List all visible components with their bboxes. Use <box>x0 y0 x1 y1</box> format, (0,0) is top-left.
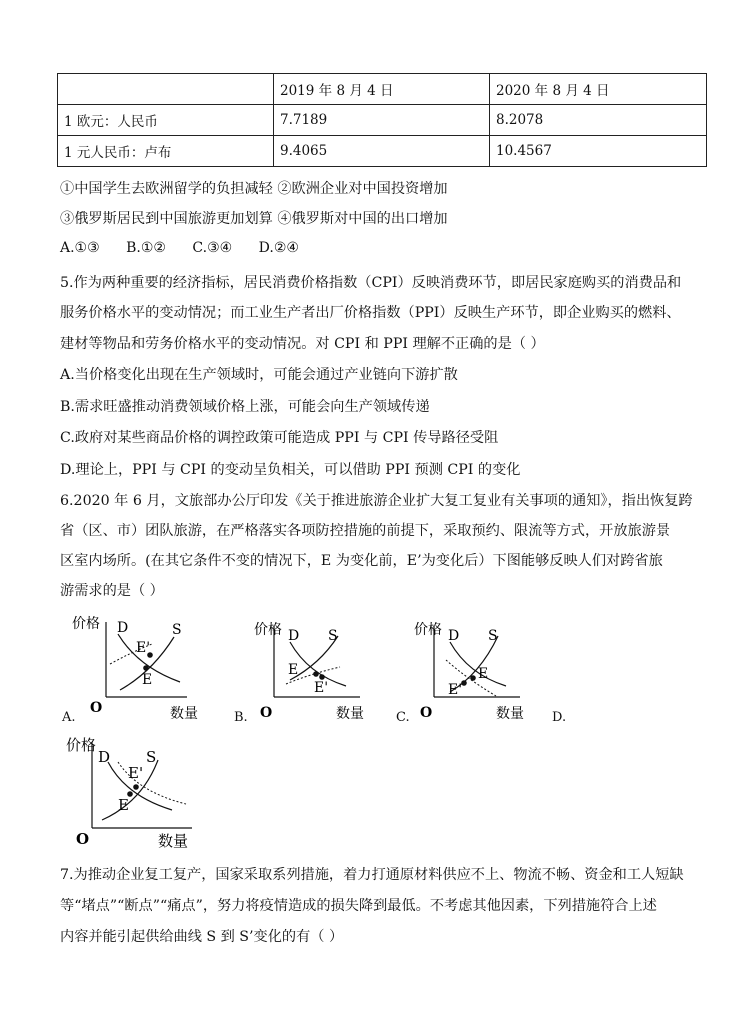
s-label: S <box>172 622 182 638</box>
table-cell: 9.4065 <box>274 136 490 167</box>
origin-label: O <box>76 830 90 848</box>
q4-statements-1: ①中国学生去欧洲留学的负担减轻 ②欧洲企业对中国投资增加 <box>60 181 448 197</box>
table-cell: 10.4567 <box>490 136 707 167</box>
s-label: S <box>146 748 157 766</box>
option-d[interactable]: D.②④ <box>258 240 299 256</box>
d-label: D <box>98 748 111 766</box>
e-label: E <box>288 662 299 678</box>
quantity-axis-label: 数量 <box>170 706 198 722</box>
table-row <box>58 136 707 167</box>
d-label: D <box>288 628 300 644</box>
table-header-row <box>58 74 707 105</box>
graph-a <box>62 612 198 722</box>
table-cell: 7.7189 <box>274 105 490 136</box>
e-label: E <box>478 666 489 682</box>
table-cell: 2019 年 8 月 4 日 <box>274 74 490 105</box>
q6-stem-line: 游需求的是（ ） <box>60 583 164 599</box>
quantity-axis-label: 数量 <box>158 832 189 850</box>
price-axis-label: 价格 <box>72 616 100 632</box>
table-cell: 1 元人民币：卢布 <box>58 136 274 167</box>
q6-stem-line: 区室内场所。(在其它条件不变的情况下，E 为变化前，E’为变化后）下图能够反映人们对跨省旅 <box>60 553 663 569</box>
s-label: S <box>488 628 498 644</box>
d-label: D <box>117 620 129 636</box>
table-cell: 1 欧元：人民币 <box>58 105 274 136</box>
option-a[interactable]: A.①③ <box>60 240 100 256</box>
q4-options <box>60 240 321 256</box>
q7-stem-line: 等“堵点”“断点”“痛点”，努力将疫情造成的损失降到最低。不考虑其他因素，下列措施符合上述 <box>60 898 657 914</box>
price-axis-label: 价格 <box>66 736 97 754</box>
quantity-axis-label: 数量 <box>336 706 364 722</box>
graph-c <box>410 612 540 722</box>
point-e-prime <box>319 674 325 680</box>
d-label: D <box>448 628 460 644</box>
graph-option-c[interactable]: C. <box>396 710 410 725</box>
table-cell: 2020 年 8 月 4 日 <box>490 74 707 105</box>
graph-d <box>62 732 202 852</box>
q5-option-a[interactable]: A.当价格变化出现在生产领域时，可能会通过产业链向下游扩散 <box>60 367 458 383</box>
option-b[interactable]: B.①② <box>126 240 166 256</box>
q7-stem-line: 内容并能引起供给曲线 S 到 S’变化的有（ ） <box>60 929 344 945</box>
q7-stem-line: 7.为推动企业复工复产，国家采取系列措施，着力打通原材料供应不上、物流不畅、资金和工人短缺 <box>60 867 684 883</box>
graph-b <box>250 612 380 722</box>
price-axis-label: 价格 <box>414 622 442 638</box>
origin-label: O <box>260 705 273 721</box>
q6-stem-line: 省（区、市）团队旅游，在严格落实各项防控措施的前提下，采取预约、限流等方式，开放旅游景 <box>60 523 671 539</box>
table-cell <box>58 74 274 105</box>
e-prime-label: E' <box>136 640 151 656</box>
e-label: E <box>142 672 153 688</box>
price-axis-label: 价格 <box>254 622 282 638</box>
quantity-axis-label: 数量 <box>496 706 524 722</box>
e-prime-label: E' <box>128 764 144 782</box>
table-cell: 8.2078 <box>490 105 707 136</box>
origin-label: O <box>420 705 433 721</box>
graph-option-d[interactable]: D. <box>552 710 567 725</box>
point-e <box>313 671 319 677</box>
point-e <box>143 665 149 671</box>
q5-stem-line: 5.作为两种重要的经济指标，居民消费价格指数（CPI）反映消费环节，即居民家庭购买的消费品和 <box>60 275 682 291</box>
table-row <box>58 105 707 136</box>
s-label: S <box>328 628 338 644</box>
point-e <box>470 675 476 681</box>
e-prime-label: E' <box>314 680 329 696</box>
graph-option-a[interactable]: A. <box>62 710 76 725</box>
q5-stem-line: 服务价格水平的变动情况；而工业生产者出厂价格指数（PPI）反映生产环节，即企业购买的燃料、 <box>60 305 681 321</box>
q5-stem-line: 建材等物品和劳务价格水平的变动情况。对 CPI 和 PPI 理解不正确的是（ ） <box>60 336 545 352</box>
q5-option-c[interactable]: C.政府对某些商品价格的调控政策可能造成 PPI 与 CPI 传导路径受阻 <box>60 430 499 446</box>
e-label: E <box>118 796 129 814</box>
option-c[interactable]: C.③④ <box>192 240 233 256</box>
q5-option-b[interactable]: B.需求旺盛推动消费领域价格上涨，可能会向生产领域传递 <box>60 399 430 415</box>
exchange-rate-table <box>57 73 707 167</box>
origin-label: O <box>90 700 103 716</box>
q5-option-d[interactable]: D.理论上，PPI 与 CPI 的变动呈负相关，可以借助 PPI 预测 CPI 的变化 <box>60 462 521 478</box>
q6-stem-line: 6.2020 年 6 月，文旅部办公厅印发《关于推进旅游企业扩大复工复业有关事项的通知》，指出恢复跨 <box>60 493 693 509</box>
point-e-prime <box>133 784 139 790</box>
q4-statements-2: ③俄罗斯居民到中国旅游更加划算 ④俄罗斯对中国的出口增加 <box>60 211 448 227</box>
e-prime-label: E' <box>448 682 463 698</box>
graph-option-b[interactable]: B. <box>234 710 248 725</box>
